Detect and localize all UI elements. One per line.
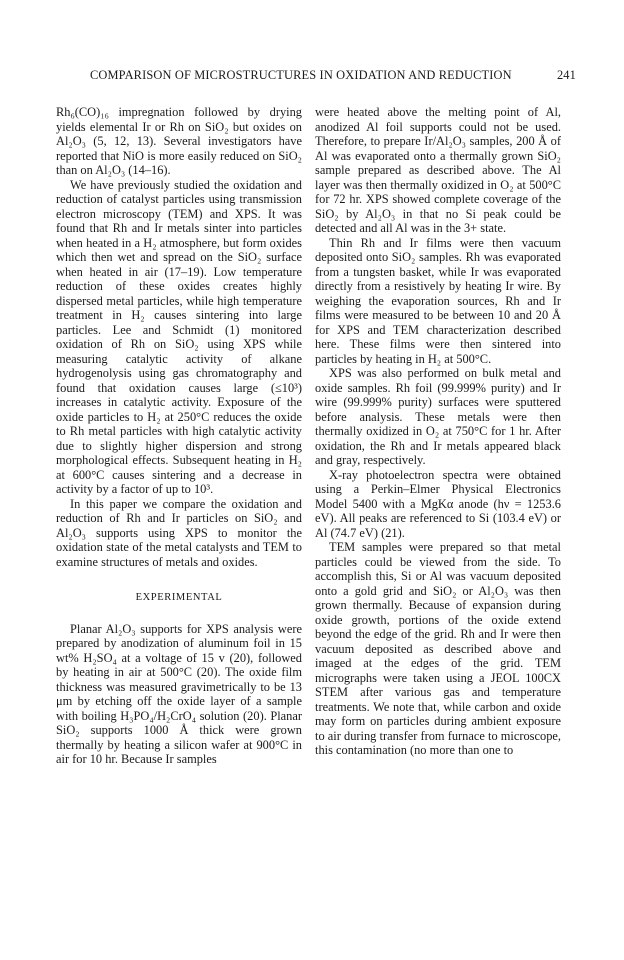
body-paragraph: Thin Rh and Ir films were then vacuum deposited onto SiO₂ samples. Rh was evaporated from a tungsten basket, while Ir was evaporated directly from a resistively by heating Ir wire. By weighing the evaporation sources, Rh and Ir films were measured to be between 10 and 20 Å for XPS and TEM characterization described here. These films were then sintered into particles by heating in H₂ at 500°C. [315,235,561,366]
body-paragraph: were heated above the melting point of Al, anodized Al foil supports could not be used. Therefore, to prepare Ir/Al₂O₃ samples, 200 Å of Al was evaporated onto a thermally grown SiO₂ sample prepared as described above. The Al layer was then thermally oxidized in O₂ at 500°C for 72 hr. XPS showed complete coverage of the SiO₂ by Al₂O₃ in that no Si peak could be detected and all Al was in the 3+ state. [315,105,561,235]
body-paragraph: Planar Al₂O₃ supports for XPS analysis were prepared by anodization of aluminum foil in 15 wt% H₂SO₄ at a voltage of 15 v (20), followed by heating in air at 500°C (20). The oxide film thickness was measured gravimetrically to be 13 μm by etching off the oxide layer of a sample with boiling H₃PO₄/H₂CrO₄ solution (20). Planar SiO₂ supports 1000 Å thick were grown thermally by heating a silicon wafer at 900°C in air for 10 hr. Because Ir samples [56,621,302,766]
body-paragraph: XPS was also performed on bulk metal and oxide samples. Rh foil (99.999% purity) and Ir wire (99.999% purity) surfaces were sputtered before analysis. These metals were then thermally oxidized in O₂ at 750°C for 1 hr. After oxidation, the Rh and Ir metals appeared black and gray, respectively. [315,366,561,467]
body-paragraph: X-ray photoelectron spectra were obtained using a Perkin–Elmer Physical Electronics Model 5400 with a MgKα anode (hν = 1253.6 eV). All peaks are referenced to Si (103.4 eV) or Al (74.7 eV) (21). [315,467,561,540]
page-number: 241 [556,68,576,82]
page-header [56,68,576,86]
body-paragraph: TEM samples were prepared so that metal particles could be viewed from the side. To accomplish this, Si or Al was vacuum deposited onto a gold grid and SiO₂ or Al₂O₃ was then grown thermally. Because of expansion during oxide growth, portions of the oxide extend beyond the edge of the grid. Rh and Ir were then vacuum deposited as described above and imaged at the edges of the grid. TEM micrographs were taken using a JEOL 100CX STEM after various gas and temperature treatments. We note that, while carbon and oxide may form on particles during ambient exposure to air during transfer from furnace to microscope, this contamination (no more than one to [315,540,561,757]
section-heading: EXPERIMENTAL [135,592,223,603]
left-column [56,105,302,767]
body-paragraph: We have previously studied the oxidation and reduction of catalyst particles using transmission electron microscopy (TEM) and XPS. It was found that Rh and Ir metals sinter into particles when heated in a H₂ atmosphere, but form oxides which then wet and spread on the SiO₂ surface when heated in air (17–19). Low temperature reduction of these oxides creates highly dispersed metal particles, while high temperature treatment in H₂ causes sintering into large particles. Lee and Schmidt (1) monitored oxidation of Rh on SiO₂ using XPS while measuring catalytic activity of alkane hydrogenolysis using gas chromatography and found that oxidation causes large (≤10³) increases in catalytic activity. Exposure of the oxide particles to H₂ at 250°C reduces the oxide to Rh metal particles with high catalytic activity due to slightly higher dispersion and strong morphological effects. Subsequent heating in H₂ at 600°C causes sintering and a decrease in activity by a factor of up to 10³. [56,177,302,496]
running-title: COMPARISON OF MICROSTRUCTURES IN OXIDATION AND REDUCTION [90,68,512,82]
body-paragraph: In this paper we compare the oxidation and reduction of Rh and Ir particles on SiO₂ and Al₂O₃ supports using XPS to monitor the oxidation state of the metal catalysts and TEM to examine structures of metals and oxides. [56,496,302,569]
body-paragraph: Rh₆(CO)₁₆ impregnation followed by drying yields elemental Ir or Rh on SiO₂ but oxides on Al₂O₃ (5, 12, 13). Several investigators have reported that NiO is more easily reduced on SiO₂ than on Al₂O₃ (14–16). [56,105,302,177]
right-column [315,105,561,758]
